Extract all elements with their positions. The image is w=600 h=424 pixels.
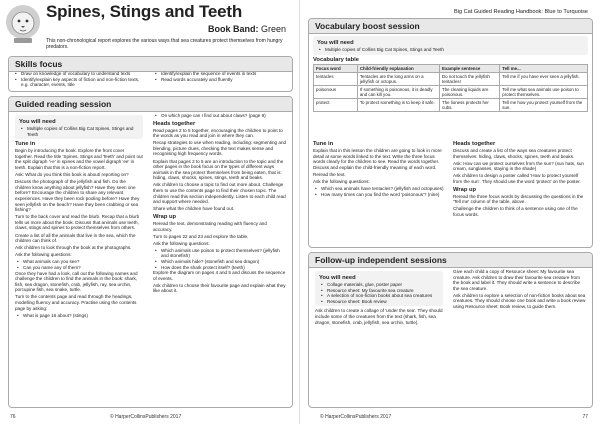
paragraph: Turn to the contents page and read through the headings, modelling fluency and accuracy. Practise using the contents page by asking: (15, 294, 137, 311)
footer-copyright: © HarperCollinsPublishers 2017 (110, 414, 182, 420)
you-will-need-heading: You will need (319, 275, 356, 281)
skills-item: • Identify/explain the sequence of events in texts (153, 71, 288, 77)
paragraph: Turn to pages 22 and 23 and explore the table. (153, 233, 249, 239)
paragraph: Explain that in this lesson the children are going to look in more detail at some words linked to the text. Write the three focus words clearly for the children to see. Read the words together. Discuss and explain the child-friendly meaning of each word. (313, 148, 442, 170)
paragraph: Turn to the back cover and read the blurb. Recap that a blurb tells us more about the book. Discuss that animals use teeth, claws, stings and spines to protect themselves from others. (15, 214, 140, 231)
paragraph: Reread the text, demonstrating reading with fluency and accuracy. (153, 220, 267, 232)
skills-item: • Read words accurately and fluently (153, 77, 288, 83)
skills-item: • Draw on knowledge of vocabulary to understand texts (13, 71, 148, 77)
table-cell: Do not touch the jellyfish tentacles! (440, 72, 500, 85)
paragraph: Read pages 2 to 5 together, encouraging the children to point to the words as you read and join in where they can. (153, 127, 283, 139)
you-will-need-heading: You will need (19, 119, 56, 125)
heads-together-heading: Heads together (453, 141, 496, 147)
table-row (314, 72, 588, 85)
paragraph: Ask the following questions: (313, 178, 370, 184)
wrap-up-heading: Wrap up (453, 186, 477, 193)
paragraph: Ask children to design a poster called 'How to protect yourself from the sun'. They should use the word 'protect' on the poster. (453, 173, 581, 184)
paragraph: Reread the text. (313, 171, 346, 177)
need-item: • Multiple copies of Collins Big Cat Spines, Stings and Teeth (317, 47, 584, 53)
table-header: Focus word (314, 64, 358, 72)
paragraph: Challenge the children to think of a sentence using one of the focus words. (453, 206, 578, 217)
page-title: Spines, Stings and Teeth (46, 2, 243, 21)
table-header: Example sentence (440, 64, 500, 72)
paragraph: Discuss and create a list of the ways sea creatures protect themselves: hiding, claws, shocks, spines, teeth and beaks. (453, 148, 575, 159)
paragraph: Begin by introducing the book. Explore the front cover together. Read the title 'Spines, Stings and Teeth' and point out the split digraph 'i-e' in spines and the vowel digraph 'ee' in teeth. Explain that this is a non-fiction report. (15, 148, 143, 170)
paragraph: Discuss the photograph of the jellyfish and fish. Do the children know anything about jellyfish? Have they seen one before? Encourage the children to share any relevant experiences. Have they been rock pooling before? Have they seen jellyfish on the beach? Have they been crabbing or sea fishing? (15, 179, 140, 213)
table-cell: If something is poisonous, it is deadly and can kill you. (357, 85, 439, 98)
right-page (300, 0, 600, 424)
table-cell: Tell me what sea animals use poison to protect themselves. (500, 85, 588, 98)
follow-up-box (308, 252, 593, 408)
paragraph: Give each child a copy of Resource sheet: My favourite sea creature. Ask children to draw their favourite sea creature from the book and label it. They should write a sentence to describe the sea creature. (453, 269, 581, 291)
running-head: Big Cat Guided Reading Handbook: Blue to Turquoise (453, 9, 588, 15)
table-row (314, 85, 588, 98)
need-item: • Multiple copies of Collins Big Cat Spines, Stings and Teeth (19, 126, 139, 137)
table-cell: Tell me if you have ever seen a jellyfish. (500, 72, 588, 85)
table-cell: The lioness protects her cubs. (440, 98, 500, 111)
paragraph: Ask: How can we protect ourselves from the sun? (sun hats, sun cream, sunglasses, staying in the shade) (453, 160, 584, 172)
table-cell: To protect something is to keep it safe. (357, 98, 439, 111)
table-cell: Tentacles are the long arms on a jellyfish or octopus. (357, 72, 439, 85)
need-item: • Resource sheet: My favourite sea creature (319, 288, 439, 294)
question-item: • What is page 16 about? (stings) (15, 313, 143, 319)
table-cell: poisonous (314, 85, 358, 98)
intro-text: This non-chronological report explores the various ways that sea creatures protect themselves from hungry predators. (46, 38, 283, 51)
skills-focus-heading: Skills focus (9, 57, 292, 72)
paragraph: Explore the diagram on pages 4 and 5 and discuss the sequence of events. (153, 270, 286, 281)
footer-copyright: © HarperCollinsPublishers 2017 (320, 414, 392, 420)
tune-in-heading: Tune in (313, 141, 334, 147)
guided-reading-box (8, 96, 293, 408)
paragraph: Once they have had a look, call out the following names and challenge the children to find the animals in the book: shark, fish, sea dragon, stonefish, crab, jellyfish, ray, sea urchin, porcupine fish, sea snake, turtle. (15, 270, 138, 293)
skills-focus-box (8, 56, 293, 92)
book-band-label: Book Band: (207, 24, 261, 34)
you-will-need-heading: You will need (317, 40, 354, 46)
table-row (314, 98, 588, 111)
question-item: • How many times can you find the word 'poisonous'? (nine) (313, 192, 447, 198)
paragraph: Ask children to create a collage of 'under the sea'. They should include some of the creatures from the text (shark, fish, sea dragon, stonefish, crab, jellyfish, sea urchin, turtle). (315, 308, 443, 325)
vocabulary-boost-box (308, 18, 593, 248)
vocabulary-table (313, 64, 588, 112)
book-band-value: Green (260, 24, 286, 34)
question-item: • Which sea animals have tentacles? (jellyfish and octopuses) (313, 186, 447, 192)
paragraph: Create a list of all the animals that live in the sea, which the children can think of. (15, 232, 136, 244)
paragraph: Ask children to choose a topic to find out more about. Challenge them to use the contents page to find their chosen topic. The children read this section independently. Listen to each child read and support where needed. (153, 182, 286, 205)
paragraph: Reread the three focus words by discussing the questions in the 'Tell me' column of the table, above. (453, 193, 584, 205)
lion-logo-icon (4, 2, 42, 44)
you-will-need-panel (15, 115, 143, 139)
paragraph: Ask children to explore a selection of non-fiction books about sea creatures. They should choose one book and write a book review using Resource sheet: Book review, to guide them. (453, 292, 586, 310)
paragraph: Ask the following questions: (153, 240, 210, 246)
paragraph: Explain that pages 2 to 5 are an introduction to the topic and the other pages in the book focus on the types of different ways animals in the sea protect themselves from being eaten, that is: hiding, claws, shocks, spines, stings, teeth and beaks. (153, 158, 284, 181)
table-cell: Tell me how you protect yourself from the sun. (500, 98, 588, 111)
table-header: Child-friendly explanation (357, 64, 439, 72)
table-cell: protect (314, 98, 358, 111)
paragraph: Ask the following questions: (15, 252, 72, 258)
paragraph: Share what the children have found out. (153, 206, 235, 212)
table-cell: tentacles (314, 72, 358, 85)
need-item: • Resource sheet: Book review (319, 299, 439, 305)
table-header: Tell me... (500, 64, 588, 72)
paragraph: Ask children to choose their favourite page and explain what they like about it. (153, 282, 286, 294)
question-item: • What animals can you see? (15, 259, 143, 265)
table-cell: The cleaning liquids are poisonous. (440, 85, 500, 98)
need-item: • Collage materials, glue, poster paper (319, 282, 439, 288)
skills-item: • Identify/explain key aspects of fiction and non-fiction texts, e.g. character, events, title (13, 77, 148, 88)
vocabulary-boost-heading: Vocabulary boost session (309, 19, 592, 34)
footer-page-number: 77 (582, 414, 588, 420)
tune-in-heading: Tune in (15, 141, 36, 148)
paragraph: Recap strategies to use when reading, including: segmenting and blending, picture clues, checking the text makes sense and recognising high frequency words. (153, 140, 287, 157)
follow-up-heading: Follow-up independent sessions (309, 253, 592, 268)
question-item: • Which animals use poison to protect themselves? (jellyfish and stonefish) (153, 248, 287, 259)
book-band (208, 24, 286, 34)
question-item: • How does the shark protect itself? (teeth) (153, 265, 287, 271)
you-will-need-panel (315, 271, 443, 306)
heads-together-heading: Heads together (153, 120, 196, 127)
guided-reading-heading: Guided reading session (9, 97, 292, 112)
you-will-need-panel (313, 36, 588, 55)
wrap-up-heading: Wrap up (153, 213, 177, 220)
vocabulary-table-title: Vocabulary table (313, 56, 359, 63)
question-item: • On which page can I find out about claws? (page 9) (153, 113, 287, 119)
question-item: • Which animals hide? (stonefish and sea dragon) (153, 259, 287, 265)
question-item: • Can you name any of them? (15, 265, 143, 271)
need-item: • A selection of non-fiction books about sea creatures (319, 293, 439, 299)
paragraph: Ask: What do you think this book is about/ reporting on? (15, 172, 129, 178)
footer-page-number: 76 (10, 414, 16, 420)
paragraph: Ask children to look through the book at the photographs. (15, 245, 132, 251)
